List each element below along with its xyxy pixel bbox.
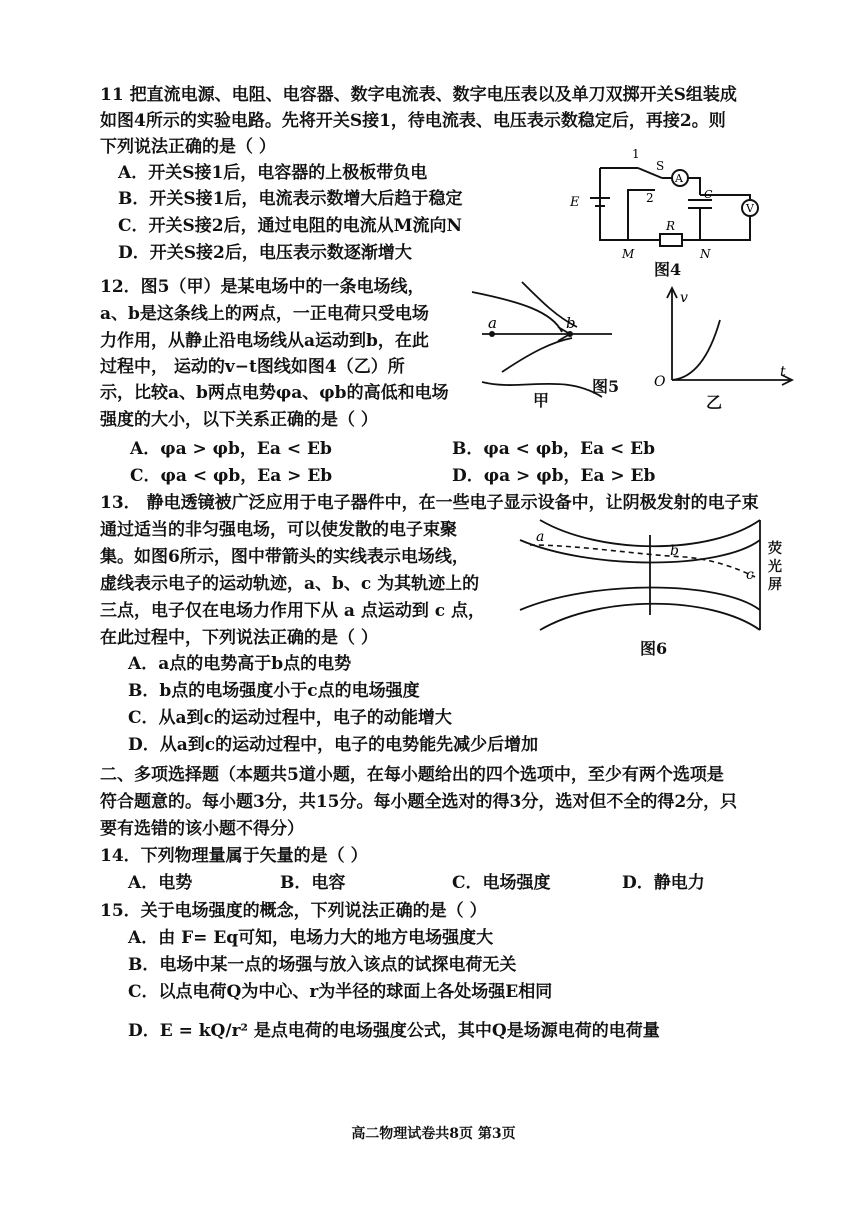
lens-point-a-label: a	[536, 529, 545, 545]
figure-5-label: 图5	[592, 377, 620, 396]
circuit-label-e: E	[570, 195, 580, 210]
q11-option-c: C．开关S接2后，通过电阻的电流从M流向N	[118, 216, 462, 236]
lens-point-b-label: b	[670, 543, 679, 559]
q13-line-1: 13． 静电透镜被广泛应用于电子器件中，在一些电子显示设备中，让阴极发射的电子束	[100, 493, 759, 513]
point-n-label: N	[700, 247, 711, 261]
q13-line-3: 集。如图6所示，图中带箭头的实线表示电场线，	[100, 547, 469, 567]
figure-4-label: 图4	[654, 260, 682, 279]
figure-6-label: 图6	[640, 639, 668, 658]
q13-line-5: 三点，电子仅在电场力作用下从 a 点运动到 c 点，	[100, 601, 486, 621]
q13-option-a: A．a点的电势高于b点的电势	[128, 654, 352, 674]
q13-line-2: 通过适当的非匀强电场，可以使发散的电子束聚	[100, 520, 457, 540]
q15-stem: 15．关于电场强度的概念，下列说法正确的是（ ）	[100, 901, 487, 921]
q12-line-5: 示，比较a、b两点电势φa、φb的高低和电场	[100, 383, 449, 403]
ammeter-label: A	[675, 172, 683, 185]
q15-option-c: C．以点电荷Q为中心、r为半径的球面上各处场强E相同	[128, 982, 553, 1002]
q12-line-2: a、b是这条线上的两点，一正电荷只受电场	[100, 304, 429, 324]
section2-line-1: 二、多项选择题（本题共5道小题，在每小题给出的四个选项中，至少有两个选项是	[100, 765, 724, 785]
section2-line-3: 要有选错的该小题不得分）	[100, 819, 304, 839]
origin-label: O	[654, 374, 666, 390]
q13-option-b: B．b点的电场强度小于c点的电场强度	[128, 681, 420, 701]
figure-5-yi-label: 乙	[706, 393, 723, 412]
q11-line-2: 如图4所示的实验电路。先将开关S接1，待电流表、电压表示数稳定后，再接2。则	[100, 111, 726, 131]
q13-line-4: 虚线表示电子的运动轨迹，a、b、c 为其轨迹上的	[100, 574, 480, 594]
q11-line-3: 下列说法正确的是（ ）	[100, 137, 276, 157]
q11-option-b: B．开关S接1后，电流表示数增大后趋于稳定	[118, 189, 463, 209]
q12-line-6: 强度的大小，以下关系正确的是（ ）	[100, 410, 378, 430]
resistor-label: R	[666, 219, 676, 233]
page-footer: 高二物理试卷共8页 第3页	[351, 1126, 516, 1142]
axis-t-label: t	[780, 364, 786, 380]
voltmeter-label: V	[746, 202, 754, 215]
q14-option-d: D．静电力	[622, 873, 705, 893]
q14-option-c: C．电场强度	[452, 873, 551, 893]
capacitor-label: C	[704, 188, 713, 201]
q15-option-d: D．E = kQ/r² 是点电荷的电场强度公式，其中Q是场源电荷的电荷量	[128, 1021, 660, 1041]
q12-line-3: 力作用，从静止沿电场线从a运动到b，在此	[100, 331, 429, 351]
axis-v-label: v	[680, 290, 688, 306]
v-t-graph	[650, 280, 800, 390]
section2-line-2: 符合题意的。每小题3分，共15分。每小题全选对的得3分，选对但不全的得2分，只	[100, 792, 738, 812]
q13-option-d: D．从a到c的运动过程中，电子的电势能先减少后增加	[128, 735, 539, 755]
q11-line-1: 11 把直流电源、电阻、电容器、数字电流表、数字电压表以及单刀双掷开关S组装成	[100, 85, 737, 105]
circuit-label-2: 2	[646, 191, 654, 205]
q12-option-d: D．φa > φb，Ea > Eb	[452, 466, 656, 486]
q14-option-a: A．电势	[128, 873, 193, 893]
q14-stem: 14．下列物理量属于矢量的是（ ）	[100, 846, 368, 866]
lens-point-c-label: c	[746, 567, 754, 583]
q15-option-b: B．电场中某一点的场强与放入该点的试探电荷无关	[128, 955, 517, 975]
q13-option-c: C．从a到c的运动过程中，电子的动能增大	[128, 708, 452, 728]
q11-option-d: D．开关S接2后，电压表示数逐渐增大	[118, 243, 412, 263]
figure-5-jia-label: 甲	[533, 391, 550, 410]
q12-option-b: B．φa < φb，Ea < Eb	[452, 439, 656, 459]
electrostatic-lens-diagram	[510, 515, 790, 635]
fluorescent-screen-label: 荧光屏	[768, 541, 782, 593]
q14-option-b: B．电容	[280, 873, 346, 893]
circuit-label-s: S	[656, 159, 665, 173]
q13-line-6: 在此过程中，下列说法正确的是（ ）	[100, 628, 378, 648]
q11-option-a: A．开关S接1后，电容器的上极板带负电	[118, 163, 428, 183]
q12-line-4: 过程中， 运动的v−t图线如图4（乙）所	[100, 357, 405, 377]
point-m-label: M	[622, 247, 635, 261]
q12-line-1: 12．图5（甲）是某电场中的一条电场线，	[100, 277, 425, 297]
q15-option-a: A．由 F= Eq可知，电场力大的地方电场强度大	[128, 928, 494, 948]
circuit-label-1: 1	[632, 147, 640, 161]
q12-option-a: A．φa > φb，Ea < Eb	[130, 439, 332, 459]
point-b-label: b	[566, 314, 576, 332]
point-a-label: a	[488, 314, 497, 332]
q12-option-c: C．φa < φb，Ea > Eb	[130, 466, 333, 486]
